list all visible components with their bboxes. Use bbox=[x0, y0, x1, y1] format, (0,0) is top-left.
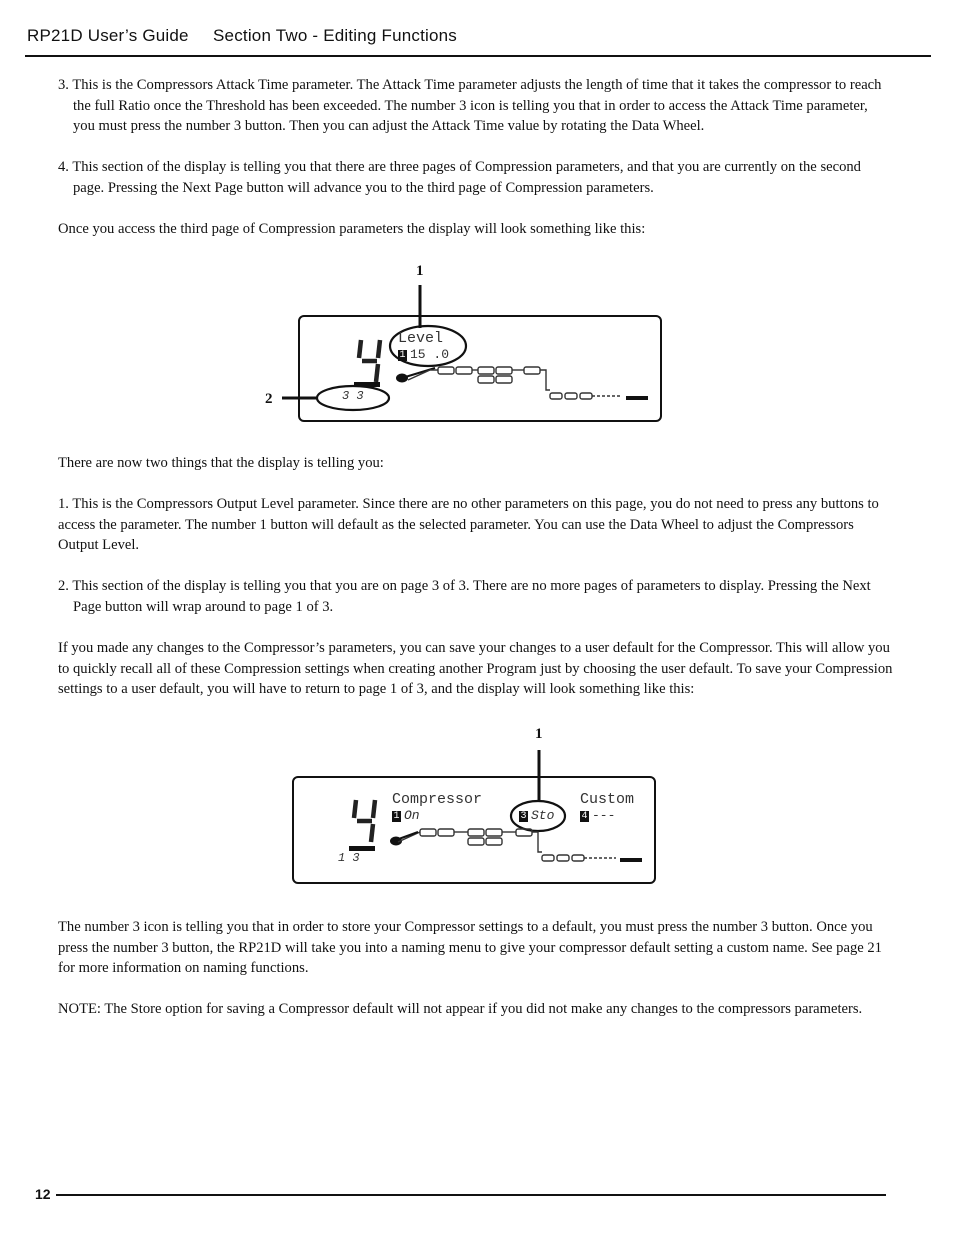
paragraph-item-1: 1. This is the Compressors Output Level parameter. Since there are no other parameters on this page, you do not need to press any buttons to access the parameter. The number 1 button will default as the selected parameter. You can use the Data Wheel to adjust the Compressors Output Level. bbox=[58, 496, 879, 554]
lcd-param-value-row bbox=[398, 347, 449, 362]
lcd-page-indicator: 1 3 bbox=[338, 851, 360, 865]
button-3-icon: 3 bbox=[520, 811, 527, 822]
lcd-effect-name: Compressor bbox=[392, 791, 483, 808]
section-title: Section Two - Editing Functions bbox=[213, 26, 458, 45]
button-1-icon: 1 bbox=[393, 811, 400, 822]
lcd-page-indicator: 3 3 bbox=[342, 389, 364, 403]
paragraph-third-page-intro: Once you access the third page of Compression parameters the display will look something like this: bbox=[58, 221, 646, 237]
lcd-status-value: On bbox=[404, 808, 420, 823]
guide-title: RP21D User’s Guide bbox=[27, 26, 189, 45]
button-4-icon: 4 bbox=[581, 811, 588, 822]
page-number: 12 bbox=[35, 1186, 51, 1202]
callout-number-2: 2 bbox=[265, 391, 273, 407]
lcd-custom-value: --- bbox=[592, 808, 616, 823]
button-1-icon: 1 bbox=[399, 350, 406, 361]
lcd-param-name: Level bbox=[398, 330, 444, 347]
paragraph-pages: 4. This section of the display is telling you that there are three pages of Compression parameters, and that you are currently on the second page. Pressing the Next Page button will advance you to the third page of Compression parameters. bbox=[58, 159, 861, 196]
lcd-figure-output-level bbox=[260, 258, 670, 428]
paragraph-two-things: There are now two things that the display is telling you: bbox=[58, 455, 384, 471]
paragraph-save-changes: If you made any changes to the Compressor’s parameters, you can save your changes to a user default for the Compressor. This will allow you to quickly recall all of these Compression settings when creating another Program just by choosing the user default. To save your Compression settings to a user default, you will have to return to page 1 of 3, and the display will look something like this: bbox=[58, 640, 893, 698]
paragraph-item-2: 2. This section of the display is telling you that you are on page 3 of 3. There are no more pages of parameters to display. Pressing the Next Page button will wrap around to page 1 of 3. bbox=[58, 578, 871, 615]
lcd-figure-graphics bbox=[260, 258, 670, 428]
lcd-custom-row bbox=[580, 808, 615, 823]
lcd-custom-label: Custom bbox=[580, 791, 635, 808]
paragraph-attack-time: 3. This is the Compressors Attack Time parameter. The Attack Time parameter adjusts the length of time that it takes the compressor to reach the full Ratio once the Threshold has been exceeded. The number 3 icon is telling you that in order to access the Attack Time parameter, you must press the number 3 button. Then you can adjust the Attack Time value by rotating the Data Wheel. bbox=[58, 77, 882, 135]
callout-number-1: 1 bbox=[416, 263, 424, 279]
lcd-figure-store bbox=[290, 720, 660, 890]
paragraph-note: NOTE: The Store option for saving a Compressor default will not appear if you did not make any changes to the compressors parameters. bbox=[58, 1001, 863, 1017]
lcd-store-row bbox=[519, 808, 554, 823]
lcd-status-row bbox=[392, 808, 420, 823]
paragraph-store-icon: The number 3 icon is telling you that in order to store your Compressor settings to a default, you must press the number 3 button. Once you press the number 3 button, the RP21D will take you into a naming menu to give your compressor default setting a custom name. See page 21 for more information on naming functions. bbox=[58, 919, 882, 977]
lcd-param-value: 15 .0 bbox=[410, 347, 450, 362]
footer-rule bbox=[56, 1194, 886, 1196]
header-rule bbox=[25, 55, 931, 57]
callout-number-1: 1 bbox=[535, 726, 543, 742]
lcd-store-label: Sto bbox=[531, 808, 555, 823]
page-header bbox=[0, 0, 954, 60]
